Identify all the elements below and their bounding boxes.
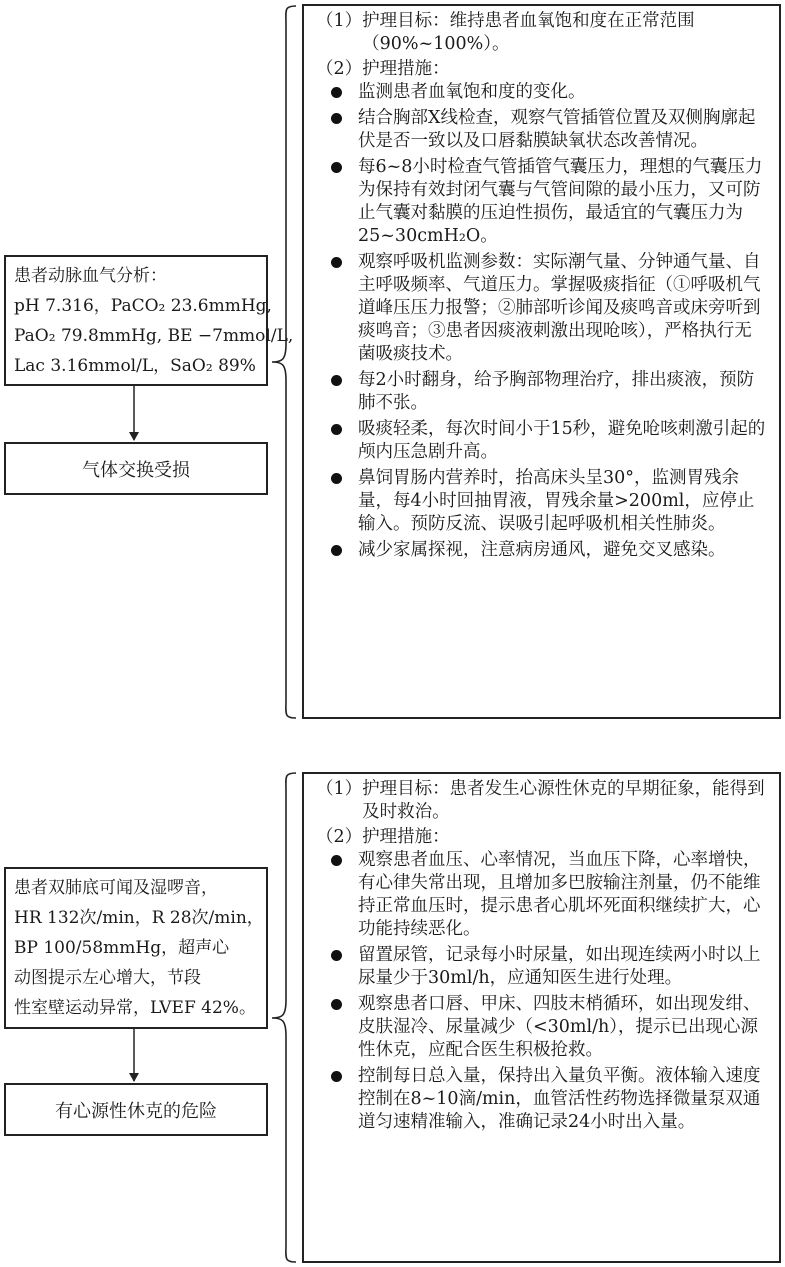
assessment-line: Lac 3.16mmol/L，SaO₂ 89% bbox=[14, 356, 256, 376]
measure-text: 观察患者口唇、甲床、四肢末梢循环，如出现发绀、皮肤湿冷、尿量减少（<30ml/h），提示已出现心源性休克，应配合医生积极抢救。 bbox=[358, 994, 761, 1060]
measure-text: 吸痰轻柔，每次时间小于15秒，避免呛咳刺激引起的颅内压急剧升高。 bbox=[358, 419, 766, 462]
measure-text: 监测患者血氧饱和度的变化。 bbox=[358, 82, 586, 102]
goal-text: 护理目标：患者发生心源性休克的早期征象，能得到及时救治。 bbox=[362, 779, 765, 822]
measure-text: 观察患者血压、心率情况，当血压下降，心率增快，有心律失常出现，且增加多巴胺输注剂量，仍不能维持正常血压时，提示患者心肌坏死面积继续扩大，心功能持续恶化。 bbox=[358, 850, 761, 939]
assessment-line: PaO₂ 79.8mmHg, BE −7mmol/L, bbox=[14, 326, 294, 346]
diagnosis-label: 有心源性休克的危险 bbox=[55, 1100, 217, 1122]
measure-text: 结合胸部X线检查，观察气管插管位置及双侧胸廓起伏是否一致以及口唇黏膜缺氧状态改善情况。 bbox=[358, 108, 756, 151]
measures-label: （2）护理措施： bbox=[316, 827, 450, 847]
measure-text: 每2小时翻身，给予胸部物理治疗，排出痰液，预防肺不张。 bbox=[358, 370, 755, 413]
measure-text: 留置尿管，记录每小时尿量，如出现连续两小时以上尿量少于30ml/h，应通知医生进行处理。 bbox=[358, 945, 761, 988]
assessment-line: 患者双肺底可闻及湿啰音， bbox=[14, 878, 218, 898]
assessment-line: BP 100/58mmHg，超声心 bbox=[14, 938, 230, 958]
measure-text: 观察呼吸机监测参数：实际潮气量、分钟通气量、自主呼吸频率、气道压力。掌握吸痰指征（①呼吸机气道峰压压力报警；②肺部听诊闻及痰鸣音或床旁听到痰鸣音；③患者因痰液刺激出现呛咳），严格执行无菌吸痰技术。 bbox=[358, 252, 761, 364]
measure-text: 鼻饲胃肠内营养时，抬高床头呈30°，监测胃残余量，每4小时回抽胃液，胃残余量>200ml，应停止输入。预防反流、误吸引起呼吸机相关性肺炎。 bbox=[358, 468, 755, 534]
assessment-line: 动图提示左心增大，节段 bbox=[14, 968, 201, 988]
goal-text: 护理目标：维持患者血氧饱和度在正常范围（90%~100%）。 bbox=[362, 11, 695, 54]
measure-text: 减少家属探视，注意病房通风，避免交叉感染。 bbox=[358, 540, 726, 560]
assessment-line: 患者动脉血气分析： bbox=[14, 266, 167, 286]
assessment-line: HR 132次/min，R 28次/min， bbox=[14, 908, 264, 928]
goal-number: （1） bbox=[316, 779, 363, 799]
left-brace-icon bbox=[272, 6, 296, 718]
assessment-line: 性室壁运动异常，LVEF 42%。 bbox=[14, 998, 256, 1018]
measures-label: （2）护理措施： bbox=[316, 59, 450, 79]
measure-text: 控制每日总入量，保持出入量负平衡。液体输入速度控制在8~10滴/min，血管活性药物选择微量泵双通道匀速精准输入，准确记录24小时出入量。 bbox=[358, 1066, 761, 1132]
assessment-line: pH 7.316，PaCO₂ 23.6mmHg, bbox=[14, 296, 272, 316]
measure-text: 每6~8小时检查气管插管气囊压力，理想的气囊压力为保持有效封闭气囊与气管间隙的最小压力，又可防止气囊对黏膜的压迫性损伤，最适宜的气囊压力为25~30cmH₂O。 bbox=[358, 157, 763, 246]
goal-number: （1） bbox=[316, 11, 363, 31]
left-brace-icon bbox=[272, 773, 296, 1262]
diagnosis-label: 气体交换受损 bbox=[82, 459, 190, 481]
